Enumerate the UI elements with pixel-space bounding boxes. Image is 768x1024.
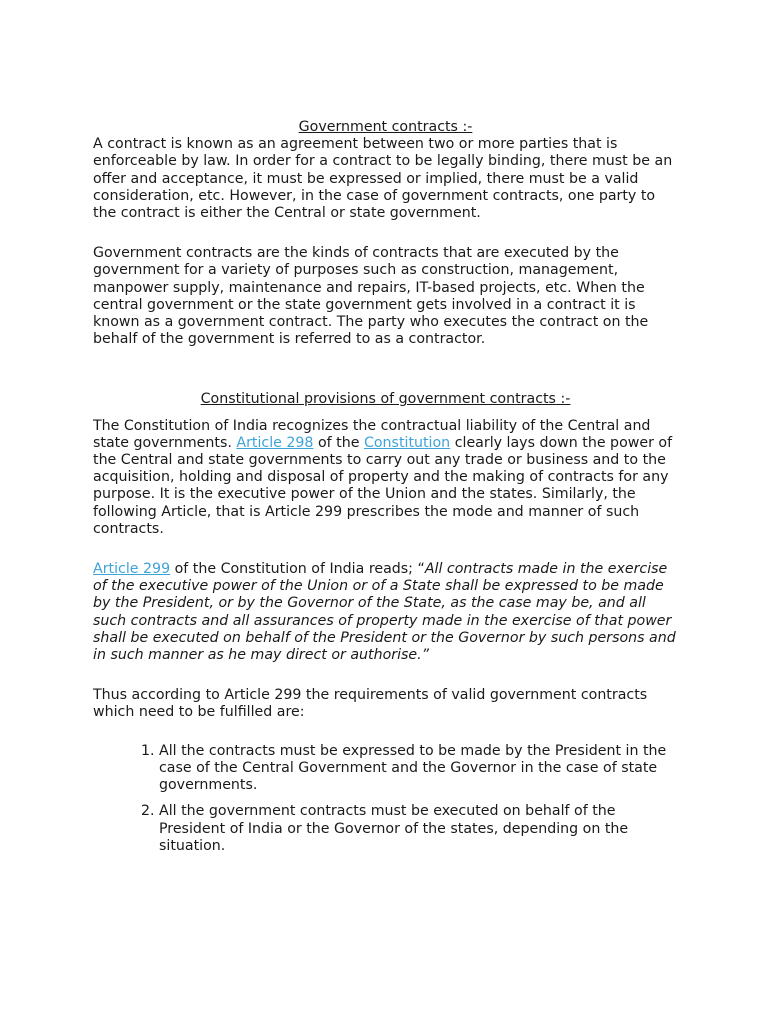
text-run: The Constitution of India recognizes the contractual liability of the Central and state governments.: [93, 417, 651, 451]
link-constitution[interactable]: Constitution: [363, 434, 451, 451]
requirements-list: [93, 743, 678, 855]
paragraph-contract-definition: A contract is known as an agreement between two or more parties that is enforceable by law. In order for a contract to be legally binding, there must be an offer and acceptance, it must be expressed or implied, there must be a valid consideration, etc. However, in the case of government contracts, one party to the contract is either the Central or state government.: [93, 136, 673, 222]
link-article-298[interactable]: Article 298: [236, 434, 314, 451]
paragraph-article-299-quote: [93, 561, 678, 664]
section-heading-government-contracts: Government contracts :-: [298, 119, 473, 135]
section-heading-constitutional-provisions: Constitutional provisions of government contracts :-: [200, 391, 571, 408]
paragraph-constitution-recognizes: [93, 418, 678, 538]
text-run: of the: [313, 434, 364, 451]
text-run: of the Constitution of India reads; “: [170, 561, 425, 578]
list-item: 1. All the contracts must be expressed to be made by the President in the case of the Central Government and the Governor in the case of state governments.: [159, 743, 678, 795]
list-item: 2. All the government contracts must be executed on behalf of the President of India or the Governor of the states, depending on the situation.: [159, 803, 678, 855]
document-page: [93, 119, 678, 855]
paragraph-government-contracts-kinds: Government contracts are the kinds of contracts that are executed by the government for a variety of purposes such as construction, management, manpower supply, maintenance and repairs, IT-based projects, etc. When the central government or the state government gets involved in a contract it is known as a government contract. The party who executes the contract on the behalf of the government is referred to as a contractor.: [93, 245, 649, 348]
paragraph-requirements-intro: Thus according to Article 299 the requirements of valid government contracts which need to be fulfilled are:: [93, 687, 648, 721]
link-article-299[interactable]: Article 299: [93, 561, 171, 578]
quoted-text: All contracts made in the exercise of the executive power of the Union or of a State shall be expressed to be made by the President, or by the Governor of the State, as the case may be, and all such contracts and all assurances of property made in the exercise of that power shall be executed on behalf of the President or the Governor by such persons and in such manner as he may direct or authorise.”: [93, 561, 676, 664]
text-run: clearly lays down the power of the Central and state governments to carry out any trade or business and to the acquisition, holding and disposal of property and the making of contracts for any purpose. It is the executive power of the Union and the states. Similarly, the following Article, that is Article 299 prescribes the mode and manner of such contracts.: [93, 434, 673, 537]
